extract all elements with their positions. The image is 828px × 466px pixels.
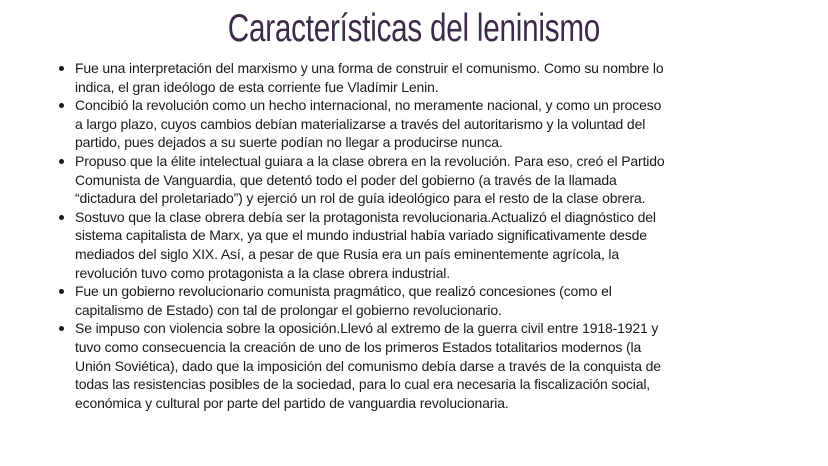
list-item-text: Sostuvo que la clase obrera debía ser la protagonista revolucionaria.Actualizó el diagnóstico del: [75, 208, 656, 225]
list-item-text: Fue un gobierno revolucionario comunista pragmático, que realizó concesiones (como el: [75, 283, 612, 300]
list-item-text: Fue una interpretación del marxismo y una forma de construir el comunismo. Como su nombre lo: [75, 60, 664, 76]
bullet-icon: [59, 289, 64, 294]
list-item-text: Unión Soviética), dado que la imposición del comunismo debía darse a través de la conquista de: [75, 357, 661, 374]
list-item: [0, 208, 828, 282]
list-item-text: mediados del siglo XIX. Así, a pesar de que Rusia era un país eminentemente agrícola, la: [75, 245, 620, 262]
bullet-icon: [59, 66, 64, 71]
list-item: [0, 96, 828, 152]
list-item-text: a largo plazo, cuyos cambios debían materializarse a través del autoritarismo y la voluntad del: [75, 115, 646, 132]
list-item-text: económica y cultural por parte del partido de vanguardia revolucionaria.: [75, 394, 509, 411]
list-item-text: Se impuso con violencia sobre la oposición.Llevó al extremo de la guerra civil entre 1918-1921 y: [75, 320, 659, 337]
list-item-text: tuvo como consecuencia la creación de uno de los primeros Estados totalitarios modernos (la: [75, 338, 642, 355]
list-item: [0, 282, 828, 319]
list-item-text: Propuso que la élite intelectual guiara a la clase obrera en la revolución. Para eso, creó el Partido: [75, 152, 665, 169]
bullet-icon: [59, 215, 64, 220]
characteristics-list: [0, 59, 828, 412]
page-title: [0, 6, 828, 52]
list-item: [0, 59, 828, 96]
list-item: [0, 152, 828, 208]
list-item: [0, 319, 828, 412]
list-item-text: revolución tuvo como protagonista a la clase obrera industrial.: [75, 264, 450, 281]
bullet-icon: [59, 326, 64, 331]
list-item-text: partido, pues dejados a su suerte podían no llegar a producirse nunca.: [75, 134, 503, 151]
list-item-text: sistema capitalista de Marx, ya que el mundo industrial había variado significativamente desde: [75, 227, 647, 244]
list-item-text: capitalismo de Estado) con tal de prolongar el gobierno revolucionario.: [75, 301, 502, 318]
list-item-text: Concibió la revolución como un hecho internacional, no meramente nacional, y como un proceso: [75, 97, 662, 114]
list-item-text: “dictadura del proletariado”) y ejerció un rol de guía ideológico para el resto de la clase obrera.: [75, 190, 646, 207]
bullet-icon: [59, 103, 64, 108]
page-title-text: Características del leninismo: [227, 7, 601, 50]
bullet-icon: [59, 159, 64, 164]
list-item-text: todas las resistencias posibles de la sociedad, para lo cual era necesaria la fiscalización social,: [75, 376, 651, 393]
list-item-text: Comunista de Vanguardia, que detentó todo el poder del gobierno (a través de la llamada: [75, 171, 617, 188]
list-item-text: indica, el gran ideólogo de esta corriente fue Vladímir Lenin.: [75, 78, 439, 95]
